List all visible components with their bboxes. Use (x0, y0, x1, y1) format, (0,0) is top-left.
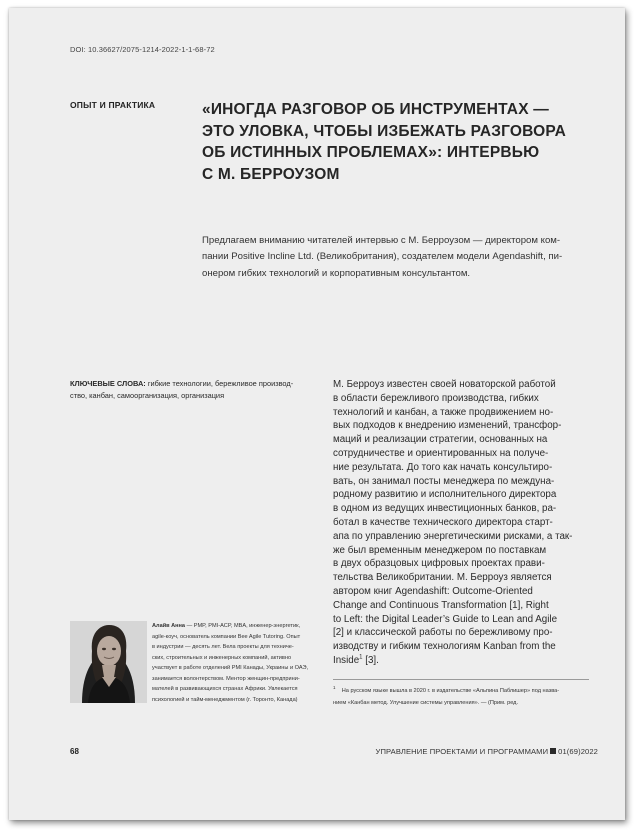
lead-line: Предлагаем вниманию читателей интервью с М. Берроузом — директором ком- (202, 235, 561, 246)
body-line: изводству и гибким технологиям Kanban from the (333, 641, 556, 653)
citation-text: [3]. (362, 654, 379, 666)
journal-name: УПРАВЛЕНИЕ ПРОЕКТАМИ И ПРОГРАММАМИ (375, 747, 549, 756)
bio-line: ских, строительных и инженерных компаний, активно (152, 654, 292, 661)
bio-line: agile-коуч, основатель компании Bee Agile Tutoring. Опыт (152, 633, 301, 640)
body-line: вых подходов к внедрению изменений, трансфор- (333, 420, 562, 432)
keywords-line: ство, канбан, самоорганизация, организация (70, 391, 225, 401)
bio-first-line: — PMP, PMI-ACP, MBA, инженер-энергетик, (185, 623, 301, 629)
doi: DOI: 10.36627/2075-1214-2022-1-1-68-72 (70, 45, 215, 54)
footnote (333, 685, 589, 709)
lead-line: онером гибких технологий и корпоративным консультантом. (202, 267, 471, 279)
footnote-marker: 1 (333, 685, 336, 691)
body-text (333, 378, 589, 668)
page-number: 68 (70, 747, 79, 756)
body-line: апа по управлению энергетическими рисками, а так- (333, 530, 573, 542)
bio-line: психологией и тайм-менеджментом (г. Торонто, Канада) (152, 696, 298, 703)
journal-footer (376, 747, 598, 756)
body-line: родному развитию и исполнительного директора (333, 489, 557, 501)
square-separator-icon (550, 748, 556, 754)
journal-issue: 01(69)2022 (558, 747, 598, 756)
body-line: Change and Continuous Transformation [1], Right (333, 599, 549, 611)
keywords-text: гибкие технологии, бережливое производ- (147, 379, 294, 388)
title-line: С М. БЕРРОУЗОМ (202, 165, 340, 183)
lead-paragraph (202, 233, 588, 282)
body-last-text: Inside (333, 654, 360, 666)
bio-line: мателей в развивающихся странах Африки. Увлекается (152, 686, 298, 692)
author-bio (152, 621, 322, 705)
body-line: тельства Великобритании. М. Берроуз является (333, 572, 552, 584)
title-line: «ИНОГДА РАЗГОВОР ОБ ИНСТРУМЕНТАХ — (202, 101, 549, 118)
title-line: ЭТО УЛОВКА, ЧТОБЫ ИЗБЕЖАТЬ РАЗГОВОРА (202, 122, 566, 140)
body-line: ние результата. До того как начать консультиро- (333, 461, 553, 473)
body-line: ботал в качестве технического директора старт- (333, 516, 553, 528)
body-line: технологий и канбан, а также продвижением но- (333, 406, 554, 418)
lead-line: пании Positive Incline Ltd. (Великобритания), создателем модели Agendashift, пи- (202, 251, 563, 263)
body-line-last (333, 654, 589, 668)
body-line: вать, он занимал посты менеджера по междуна- (333, 475, 555, 487)
article-title (202, 99, 592, 185)
author-photo (70, 621, 147, 703)
body-line: в двух образцовых цифровых проектах прави- (333, 558, 545, 570)
author-portrait (70, 621, 147, 703)
bio-line (152, 621, 322, 632)
title-line: ОБ ИСТИННЫХ ПРОБЛЕМАХ»: ИНТЕРВЬЮ (202, 144, 540, 161)
keywords-label: КЛЮЧЕВЫЕ СЛОВА: (70, 379, 146, 388)
body-line: маций и реализации стратегии, основанных на (333, 434, 548, 446)
keywords-line (70, 378, 320, 390)
body-line: сотрудничестве и ориентированных на получе- (333, 447, 549, 459)
footnote-line: нием «Канбан метод. Улучшение системы управления». — (Прим. ред. (333, 700, 518, 706)
bio-line: занимается волонтерством. Ментор женщин-предприни- (152, 675, 300, 682)
author-name: Алайв Анна (152, 623, 186, 629)
body-line: в одном из ведущих инвестиционных банков, ра- (333, 503, 557, 515)
footnote-divider (333, 679, 589, 680)
body-line: М. Берроуз известен своей новаторской работой (333, 379, 556, 390)
body-line: to Left: the Digital Leader’s Guide to Lean and Agile (333, 613, 558, 625)
body-line: автором книг Agendashift: Outcome-Oriented (333, 585, 533, 597)
body-line: [2] и классической работы по бережливому про- (333, 627, 553, 639)
footnote-text: На русском языке вышла в 2020 г. в издательстве «Альпина Паблишер» под назва- (341, 688, 560, 694)
body-line: же был временным менеджером по поставкам (333, 544, 547, 556)
footnote-ref[interactable]: 1 (359, 654, 363, 661)
footnote-line (333, 685, 589, 697)
bio-line: участвует в работе отделений PMI Канады, Украины и ОАЭ, (152, 665, 309, 671)
section-label: ОПЫТ И ПРАКТИКА (70, 100, 156, 110)
bio-line: в индустрии — десять лет. Вела проекты для техниче- (152, 644, 294, 650)
body-line: в области бережливого производства, гибких (333, 392, 539, 404)
keywords (70, 378, 320, 403)
